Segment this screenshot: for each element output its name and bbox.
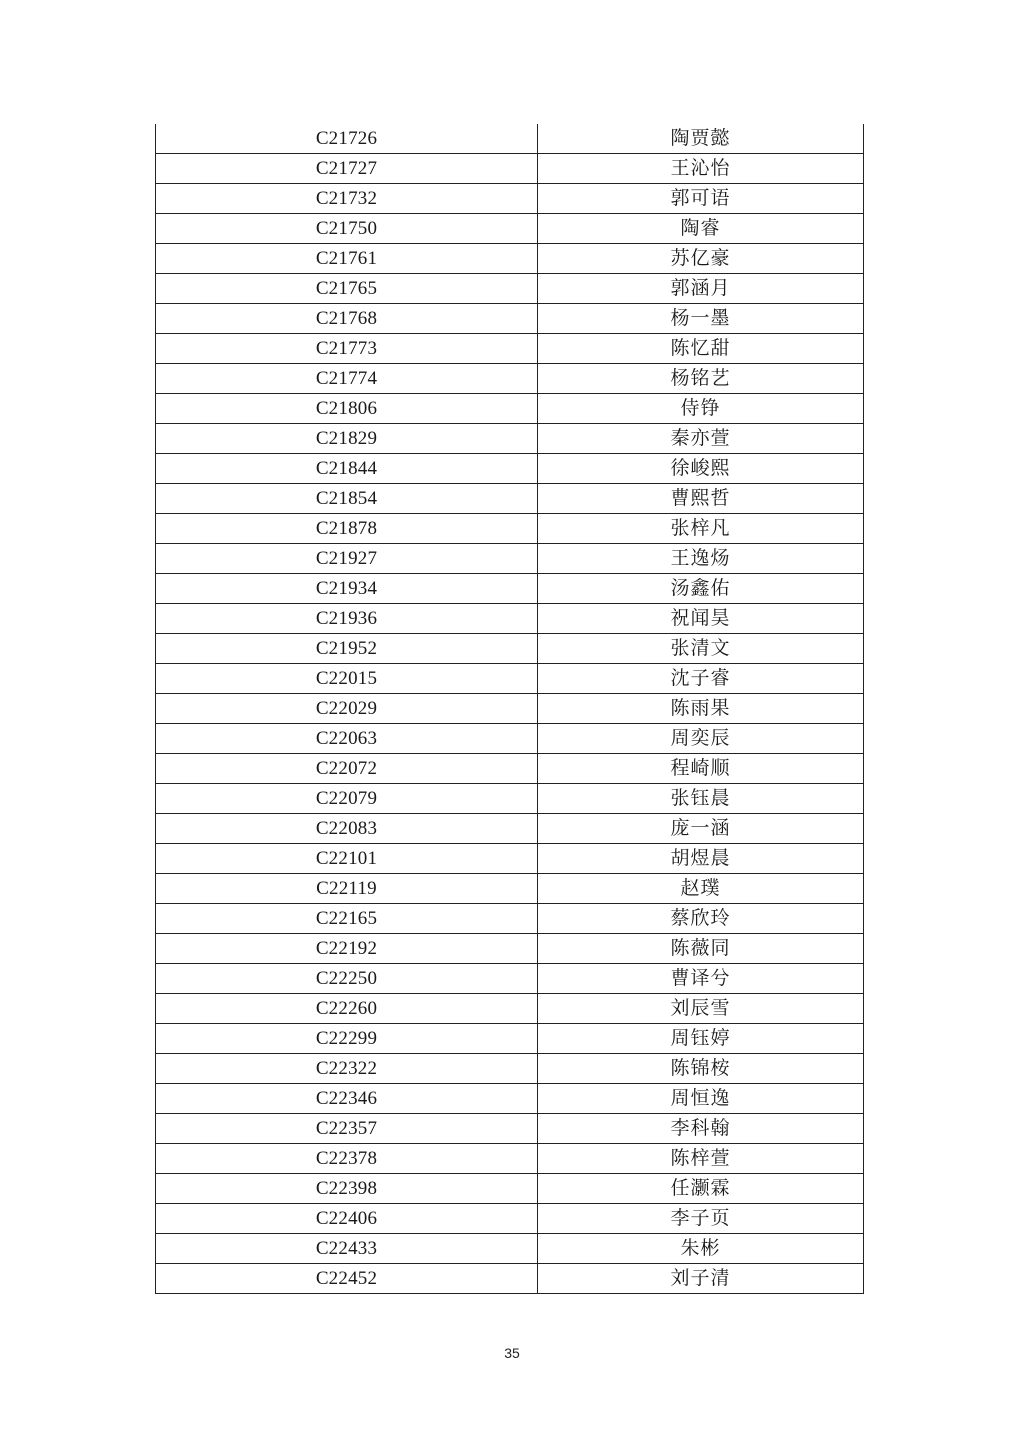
student-name-cell: 陈雨果 <box>538 694 864 724</box>
table-row <box>156 724 864 754</box>
student-name-cell: 徐峻熙 <box>538 454 864 484</box>
student-name-cell: 曹译兮 <box>538 964 864 994</box>
student-name-cell: 陶睿 <box>538 214 864 244</box>
table-row <box>156 964 864 994</box>
student-id-cell: C21773 <box>156 334 538 364</box>
table-row <box>156 1054 864 1084</box>
student-name-cell: 郭可语 <box>538 184 864 214</box>
student-name-cell: 刘辰雪 <box>538 994 864 1024</box>
student-name-cell: 周奕辰 <box>538 724 864 754</box>
student-name-cell: 刘子清 <box>538 1264 864 1294</box>
table-row <box>156 214 864 244</box>
table-row <box>156 694 864 724</box>
student-id-cell: C21774 <box>156 364 538 394</box>
student-name-cell: 王逸炀 <box>538 544 864 574</box>
student-id-cell: C22119 <box>156 874 538 904</box>
student-name-cell: 周恒逸 <box>538 1084 864 1114</box>
student-id-cell: C21761 <box>156 244 538 274</box>
student-id-cell: C22433 <box>156 1234 538 1264</box>
table-row <box>156 244 864 274</box>
student-name-cell: 曹熙哲 <box>538 484 864 514</box>
table-row <box>156 334 864 364</box>
table-row <box>156 754 864 784</box>
roster-table-body <box>156 124 864 1294</box>
student-id-cell: C21844 <box>156 454 538 484</box>
table-row <box>156 784 864 814</box>
page-number: 35 <box>504 1345 520 1361</box>
student-id-cell: C22260 <box>156 994 538 1024</box>
student-id-cell: C21927 <box>156 544 538 574</box>
student-id-cell: C22357 <box>156 1114 538 1144</box>
table-row <box>156 934 864 964</box>
student-id-cell: C21727 <box>156 154 538 184</box>
table-row <box>156 454 864 484</box>
table-row <box>156 364 864 394</box>
student-id-cell: C22378 <box>156 1144 538 1174</box>
student-id-cell: C21806 <box>156 394 538 424</box>
student-id-cell: C21768 <box>156 304 538 334</box>
student-name-cell: 张清文 <box>538 634 864 664</box>
student-name-cell: 李科翰 <box>538 1114 864 1144</box>
student-name-cell: 侍铮 <box>538 394 864 424</box>
student-name-cell: 周钰婷 <box>538 1024 864 1054</box>
table-row <box>156 484 864 514</box>
student-id-cell: C22101 <box>156 844 538 874</box>
table-row <box>156 904 864 934</box>
table-row <box>156 1234 864 1264</box>
student-id-cell: C22165 <box>156 904 538 934</box>
student-id-cell: C22398 <box>156 1174 538 1204</box>
student-id-cell: C21934 <box>156 574 538 604</box>
student-id-cell: C21878 <box>156 514 538 544</box>
student-name-cell: 陈薇同 <box>538 934 864 964</box>
table-row <box>156 604 864 634</box>
student-name-cell: 秦亦萱 <box>538 424 864 454</box>
table-row <box>156 274 864 304</box>
student-id-cell: C22346 <box>156 1084 538 1114</box>
table-row <box>156 814 864 844</box>
table-row <box>156 394 864 424</box>
student-name-cell: 杨铭艺 <box>538 364 864 394</box>
table-row <box>156 1024 864 1054</box>
student-id-cell: C22079 <box>156 784 538 814</box>
student-id-cell: C22406 <box>156 1204 538 1234</box>
student-id-cell: C22452 <box>156 1264 538 1294</box>
student-name-cell: 赵璞 <box>538 874 864 904</box>
table-row <box>156 304 864 334</box>
student-name-cell: 张梓凡 <box>538 514 864 544</box>
student-id-cell: C22192 <box>156 934 538 964</box>
student-name-cell: 朱彬 <box>538 1234 864 1264</box>
table-row <box>156 1144 864 1174</box>
student-name-cell: 程崎顺 <box>538 754 864 784</box>
student-id-cell: C21829 <box>156 424 538 454</box>
student-name-cell: 蔡欣玲 <box>538 904 864 934</box>
table-row <box>156 544 864 574</box>
table-row <box>156 514 864 544</box>
student-name-cell: 李子页 <box>538 1204 864 1234</box>
student-name-cell: 汤鑫佑 <box>538 574 864 604</box>
student-id-cell: C21732 <box>156 184 538 214</box>
student-name-cell: 祝闻昊 <box>538 604 864 634</box>
student-name-cell: 王沁怡 <box>538 154 864 184</box>
student-name-cell: 任灏霖 <box>538 1174 864 1204</box>
student-name-cell: 苏亿豪 <box>538 244 864 274</box>
table-row <box>156 634 864 664</box>
student-id-cell: C22299 <box>156 1024 538 1054</box>
student-id-cell: C22029 <box>156 694 538 724</box>
student-id-cell: C22322 <box>156 1054 538 1084</box>
student-name-cell: 杨一墨 <box>538 304 864 334</box>
table-row <box>156 664 864 694</box>
roster-table <box>155 124 864 1294</box>
student-id-cell: C21936 <box>156 604 538 634</box>
student-id-cell: C21854 <box>156 484 538 514</box>
table-row <box>156 1204 864 1234</box>
student-id-cell: C21952 <box>156 634 538 664</box>
student-id-cell: C22063 <box>156 724 538 754</box>
table-row <box>156 154 864 184</box>
student-id-cell: C22015 <box>156 664 538 694</box>
student-id-cell: C22250 <box>156 964 538 994</box>
student-name-cell: 陈梓萱 <box>538 1144 864 1174</box>
table-row <box>156 874 864 904</box>
table-row <box>156 844 864 874</box>
student-id-cell: C22072 <box>156 754 538 784</box>
table-row <box>156 424 864 454</box>
table-row <box>156 574 864 604</box>
student-id-cell: C22083 <box>156 814 538 844</box>
student-name-cell: 庞一涵 <box>538 814 864 844</box>
table-row <box>156 994 864 1024</box>
table-row <box>156 1264 864 1294</box>
student-name-cell: 陶贾懿 <box>538 124 864 154</box>
student-name-cell: 陈忆甜 <box>538 334 864 364</box>
student-name-cell: 陈锦桉 <box>538 1054 864 1084</box>
student-id-cell: C21765 <box>156 274 538 304</box>
student-name-cell: 胡煜晨 <box>538 844 864 874</box>
table-row <box>156 1084 864 1114</box>
table-row <box>156 1114 864 1144</box>
student-name-cell: 张钰晨 <box>538 784 864 814</box>
student-name-cell: 沈子睿 <box>538 664 864 694</box>
table-row <box>156 184 864 214</box>
table-row <box>156 1174 864 1204</box>
table-row <box>156 124 864 154</box>
student-name-cell: 郭涵月 <box>538 274 864 304</box>
student-id-cell: C21726 <box>156 124 538 154</box>
student-id-cell: C21750 <box>156 214 538 244</box>
